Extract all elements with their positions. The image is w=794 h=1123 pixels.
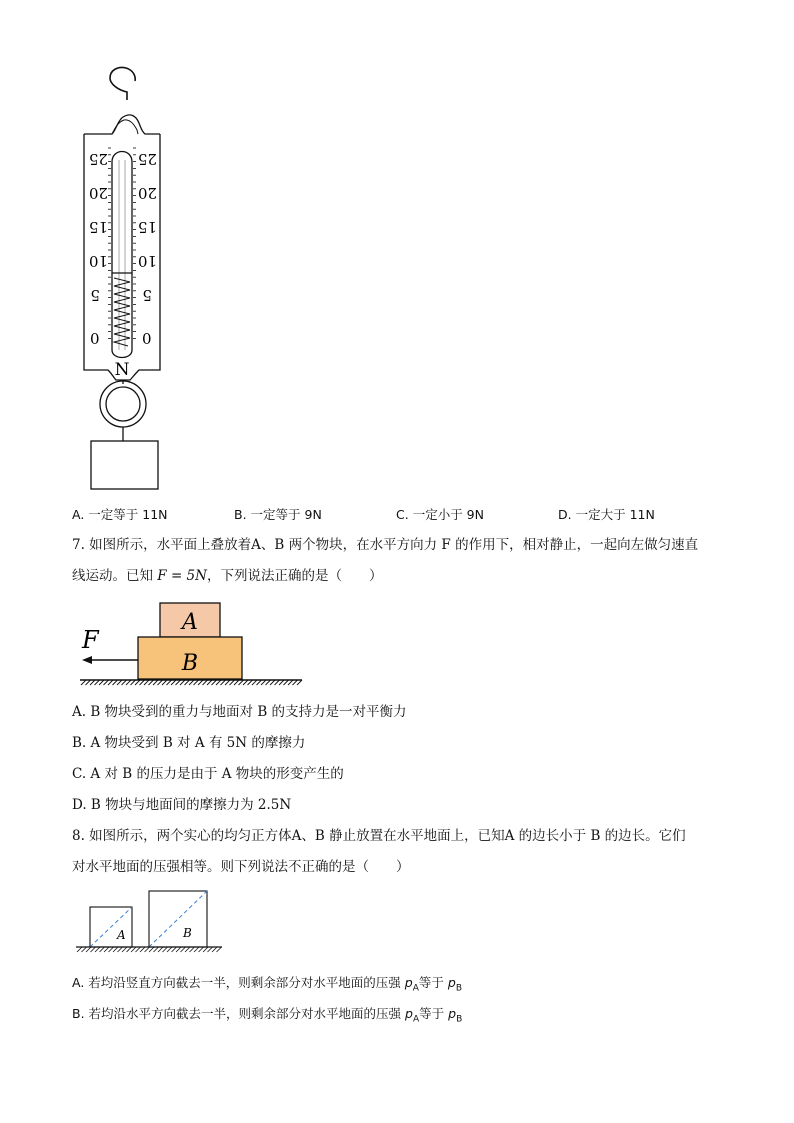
hatch-stroke	[154, 947, 159, 952]
ground-hatch-q8	[77, 947, 222, 952]
q7-option-c: C. A 对 B 的压力是由于 A 物块的形变产生的	[72, 766, 344, 782]
hatch-stroke	[181, 947, 186, 952]
q8-option-a: A. 若均沿竖直方向截去一半，则剩余部分对水平地面的压强 $p_A$等于 $p_B$	[72, 975, 462, 994]
hatch-stroke	[122, 947, 127, 952]
hatch-stroke	[145, 947, 150, 952]
right-tick-labels	[138, 150, 157, 348]
spring-scale-figure	[0, 0, 794, 500]
force-label: F	[82, 626, 99, 654]
q8-stem-line2: 对水平地面的压强相等。则下列说法不正确的是（ ）	[72, 859, 410, 875]
hatch-stroke	[136, 947, 141, 952]
hook	[110, 67, 135, 100]
cube-b	[149, 891, 207, 947]
hatch-stroke	[113, 947, 118, 952]
hatch-stroke	[158, 947, 163, 952]
hatch-stroke	[176, 947, 181, 952]
hatch-stroke	[127, 947, 132, 952]
ring-inner	[106, 387, 140, 421]
tick-right-25: 25	[137, 150, 157, 168]
ring-outer	[100, 381, 146, 427]
hatch-stroke	[203, 947, 208, 952]
unit-label: N	[114, 360, 130, 380]
q6-option-c: C. 一定小于 9N	[396, 507, 484, 522]
hatch-stroke	[212, 947, 217, 952]
hatch-stroke	[185, 947, 190, 952]
q7-figure	[0, 595, 320, 695]
tick-right-5: 5	[142, 286, 152, 304]
hatch-stroke	[172, 947, 177, 952]
tick-right-10: 10	[137, 252, 157, 270]
tick-right-20: 20	[137, 184, 157, 202]
q7-option-d: D. B 物块与地面间的摩擦力为 2.5N	[72, 797, 292, 813]
block-a-label: A	[182, 610, 198, 635]
hatch-stroke	[109, 947, 114, 952]
block-b-label: B	[181, 651, 199, 676]
hatch-stroke	[118, 947, 123, 952]
hatch-stroke	[91, 947, 96, 952]
weight-box	[91, 441, 158, 489]
tick-left-10: 10	[88, 252, 108, 270]
top-bracket	[84, 115, 160, 134]
hatch-stroke	[82, 947, 87, 952]
tick-left-0: 0	[90, 330, 100, 348]
hatch-stroke	[100, 947, 105, 952]
hatch-stroke	[104, 947, 109, 952]
q6-option-d: D. 一定大于 11N	[558, 507, 655, 522]
left-tick-labels	[89, 150, 108, 348]
q7-option-b: B. A 物块受到 B 对 A 有 5N 的摩擦力	[72, 735, 306, 751]
q7-option-a: A. B 物块受到的重力与地面对 B 的支持力是一对平衡力	[72, 704, 407, 720]
hatch-stroke	[77, 947, 82, 952]
tick-left-5: 5	[90, 286, 100, 304]
tick-left-25: 25	[88, 150, 108, 168]
hatch-stroke	[95, 947, 100, 952]
hatch-stroke	[167, 947, 172, 952]
q7-stem-line1: 7. 如图所示，水平面上叠放着A、B 两个物块，在水平方向力 F 的作用下，相对静止，一起向左做匀速直	[72, 537, 699, 553]
cube-a-label: A	[117, 928, 126, 942]
hatch-stroke	[149, 947, 154, 952]
hatch-stroke	[86, 947, 91, 952]
q8-option-b: B. 若均沿水平方向截去一半，则剩余部分对水平地面的压强 $p_A$等于 $p_B$	[72, 1006, 463, 1025]
q8-figure	[0, 885, 240, 965]
tick-left-20: 20	[88, 184, 108, 202]
tick-right-15: 15	[137, 218, 157, 236]
hatch-stroke	[199, 947, 204, 952]
hatch-stroke	[217, 947, 222, 952]
q7-stem-line2: 线运动。已知 F = 5N，下列说法正确的是（ ）	[72, 568, 383, 584]
tick-right-0: 0	[142, 330, 152, 348]
q6-option-a: A. 一定等于 11N	[72, 507, 168, 522]
hatch-stroke	[190, 947, 195, 952]
tick-left-15: 15	[88, 218, 108, 236]
hatch-stroke	[208, 947, 213, 952]
q8-stem-line1: 8. 如图所示，两个实心的均匀正方体A、B 静止放置在水平地面上，已知A 的边长小于 B 的边长。它们	[72, 828, 686, 844]
hatch-stroke	[194, 947, 199, 952]
cube-b-label: B	[183, 926, 192, 940]
hatch-stroke	[140, 947, 145, 952]
hatch-stroke	[131, 947, 136, 952]
hatch-stroke	[163, 947, 168, 952]
q6-option-b: B. 一定等于 9N	[234, 507, 322, 522]
